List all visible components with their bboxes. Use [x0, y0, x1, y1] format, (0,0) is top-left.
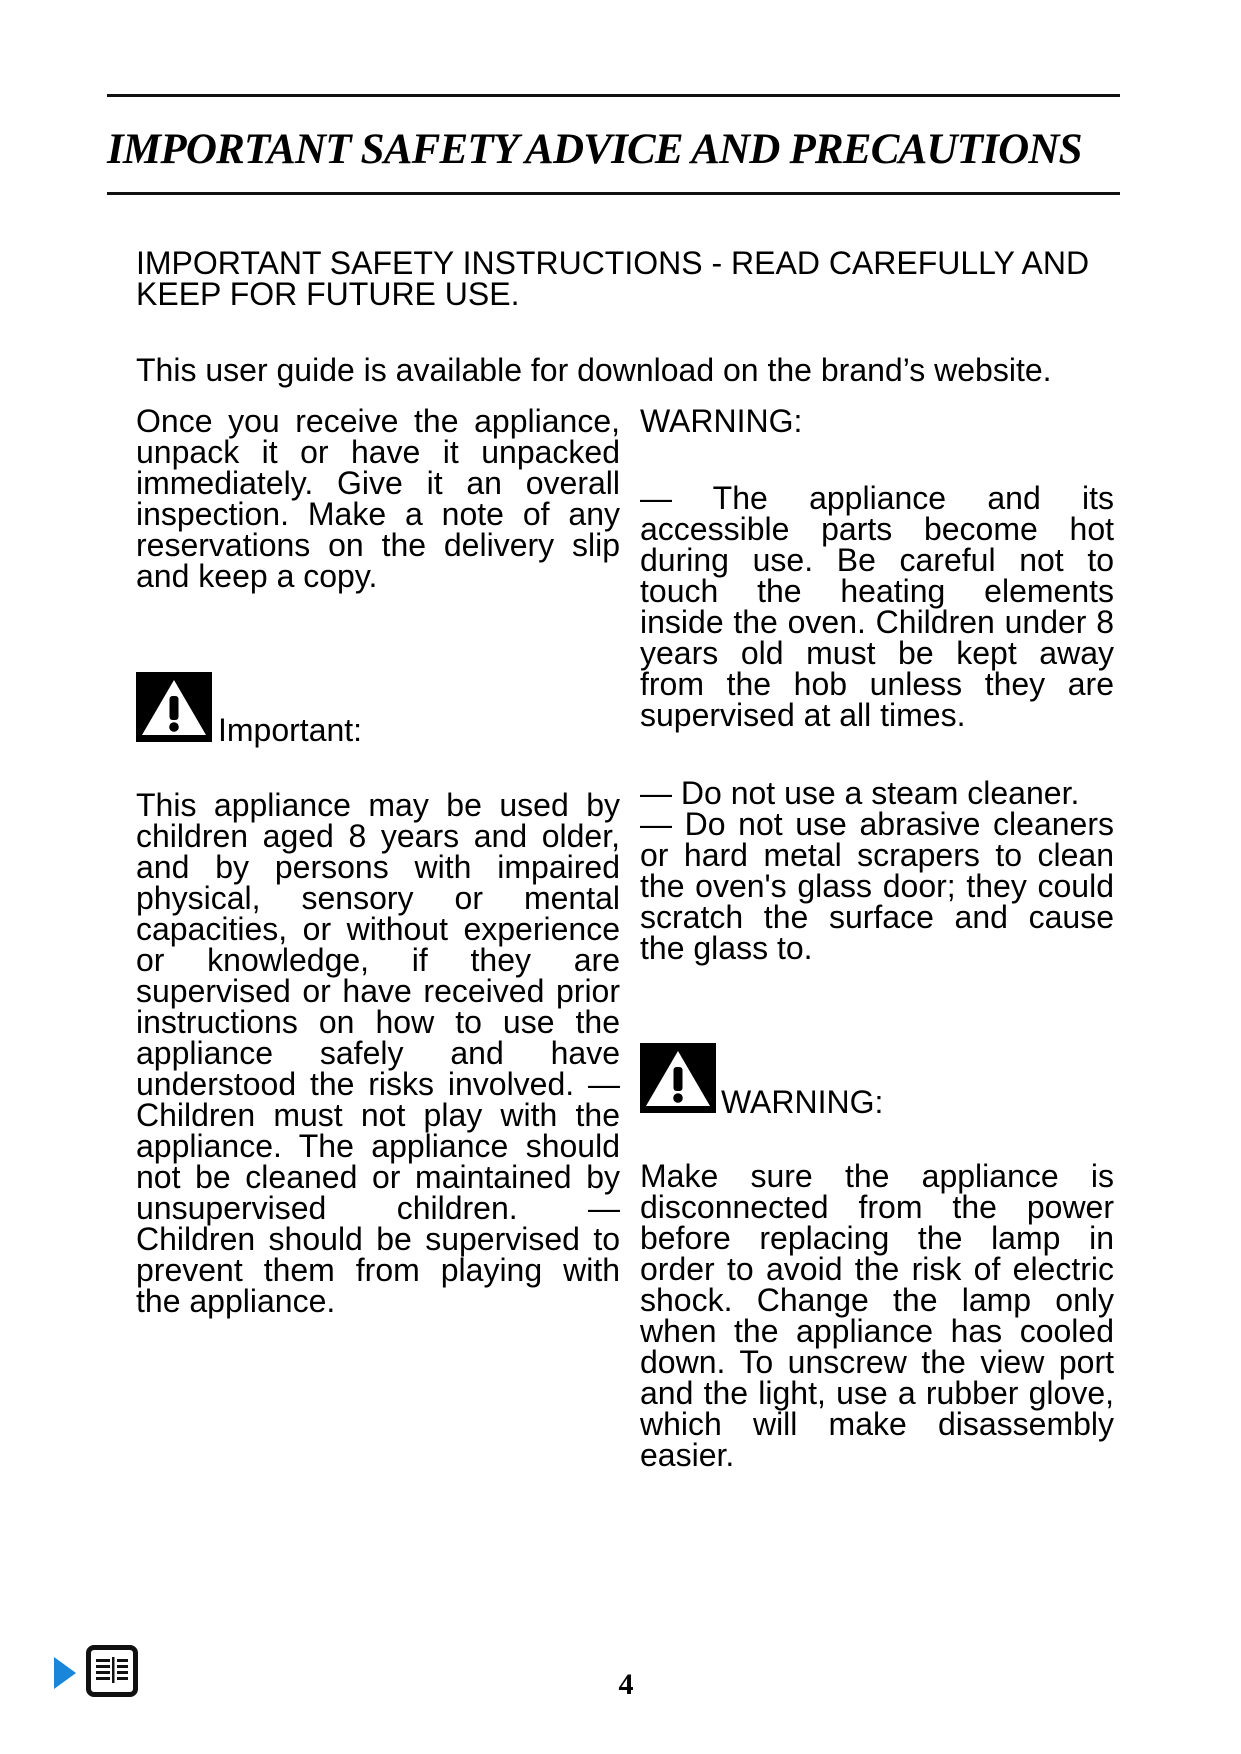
table-of-contents-icon[interactable] [86, 1645, 138, 1697]
lamp-warning-icon [640, 1043, 716, 1113]
title-bottom-rule [107, 192, 1120, 195]
page-number: 4 [618, 1668, 634, 1701]
title-top-rule [107, 94, 1120, 97]
important-warning-icon [136, 672, 212, 742]
guide-download-note: This user guide is available for download on the brand’s website. [136, 352, 1052, 388]
inspection-paragraph: Once you receive the appliance, unpack it or have it unpacked immediately. Give it an overall inspection. Make a note of any reservations on the delivery slip and keep a copy. [136, 403, 620, 594]
children-use-paragraph: This appliance may be used by children aged 8 years and older, and by persons with impaired physical, sensory or mental capacities, or without experience or knowledge, if they are supervised or have received prior instructions on how to use the appliance safely and have understood the risks involved. — Children must not play with the appliance. The appliance should not be cleaned or maintained by unsupervised children. — Children should be supervised to prevent them from playing with the appliance. [136, 787, 620, 1319]
important-label: Important: [218, 712, 363, 748]
lamp-replacement-warning: Make sure the appliance is disconnected from the power before replacing the lamp in order to avoid the risk of electric shock. Change the lamp only when the appliance has cooled down. To unscrew the view port and the light, use a rubber glove, which will make disassembly easier. [640, 1158, 1114, 1473]
hot-parts-warning: — The appliance and its accessible parts become hot during use. Be careful not to touch the heating elements inside the oven. Children under 8 years old must be kept away from the hob unless they are supervised at all times. [640, 480, 1114, 733]
abrasive-cleaner-warning: — Do not use abrasive cleaners or hard metal scrapers to clean the oven's glass door; they could scratch the surface and cause the glass to. [640, 806, 1114, 966]
play-arrow-icon[interactable] [52, 1655, 78, 1696]
warning-label-1: WARNING: [640, 403, 803, 439]
page-title: IMPORTANT SAFETY ADVICE AND PRECAUTIONS [107, 126, 1082, 173]
warning-label-2: WARNING: [721, 1084, 884, 1120]
safety-instructions-heading: IMPORTANT SAFETY INSTRUCTIONS - READ CAREFULLY AND KEEP FOR FUTURE USE. [136, 245, 1090, 312]
steam-cleaner-warning: — Do not use a steam cleaner. [640, 775, 1080, 811]
